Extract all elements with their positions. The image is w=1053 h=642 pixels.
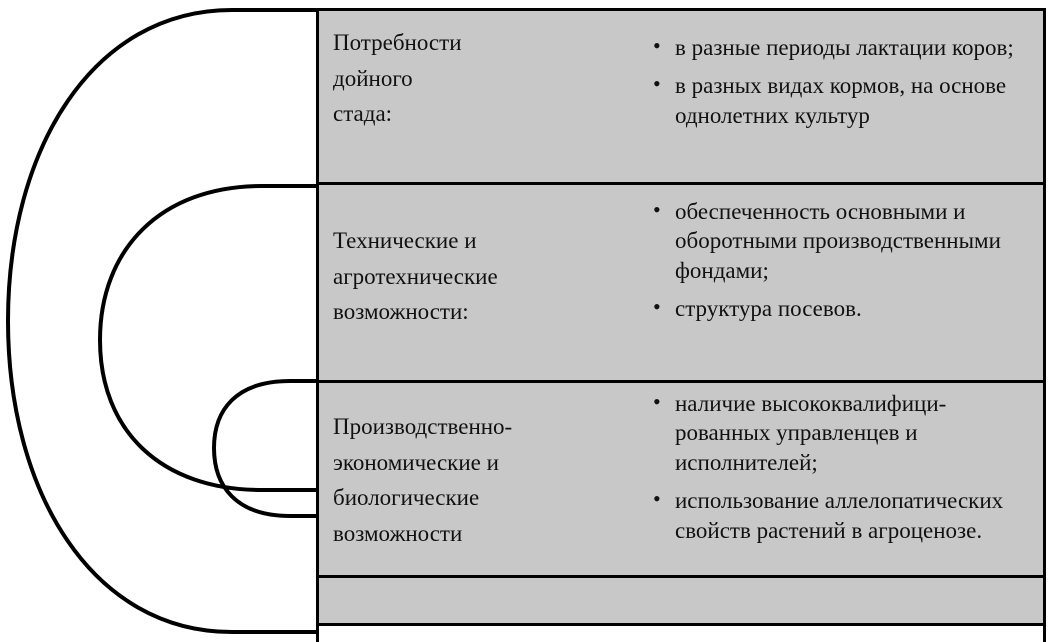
requirements-table xyxy=(316,8,1046,642)
row-label-line: биологические xyxy=(333,485,480,511)
list-item: • обеспеченность основными и оборотными производственными фондами; xyxy=(673,197,1039,285)
row-label xyxy=(319,185,639,380)
list-item: • в разные периоды лактации коров; xyxy=(673,33,1039,62)
table-row xyxy=(319,383,1043,578)
row-label-line: Технические и xyxy=(333,228,477,253)
inner-arc xyxy=(214,381,318,516)
row-bullets xyxy=(639,578,1043,623)
row-bullets xyxy=(639,185,1043,380)
row-bullets xyxy=(639,383,1043,575)
row-label-line: экономические и xyxy=(333,449,499,475)
table-row-spacer xyxy=(319,626,1043,642)
row-label-line: возможности xyxy=(333,520,463,546)
row-label-line: дойного xyxy=(333,65,413,91)
row-label-line: агротехнические xyxy=(333,263,498,289)
row-label-line: возможности: xyxy=(333,299,469,325)
outer-arc xyxy=(8,10,318,632)
table-row-empty xyxy=(319,578,1043,626)
list-item: • в разных видах кормов, на основе однолетних культур xyxy=(673,71,1039,130)
row-label xyxy=(319,578,639,623)
row-label-line: Производственно- xyxy=(333,414,513,439)
row-label xyxy=(319,383,639,575)
list-item: • использование аллелопатических свойств растений в агроценозе. xyxy=(673,486,1039,545)
list-item: • структура посевов. xyxy=(673,294,1039,323)
row-bullets xyxy=(639,11,1043,182)
row-label-line: стада: xyxy=(333,101,393,127)
middle-arc xyxy=(100,186,318,490)
table-row xyxy=(319,185,1043,383)
table-row xyxy=(319,11,1043,185)
list-item: • наличие высококвалифици-рованных управленцев и исполнителей; xyxy=(673,389,1039,477)
row-label xyxy=(319,11,639,182)
row-label-line: Потребности xyxy=(333,30,462,55)
